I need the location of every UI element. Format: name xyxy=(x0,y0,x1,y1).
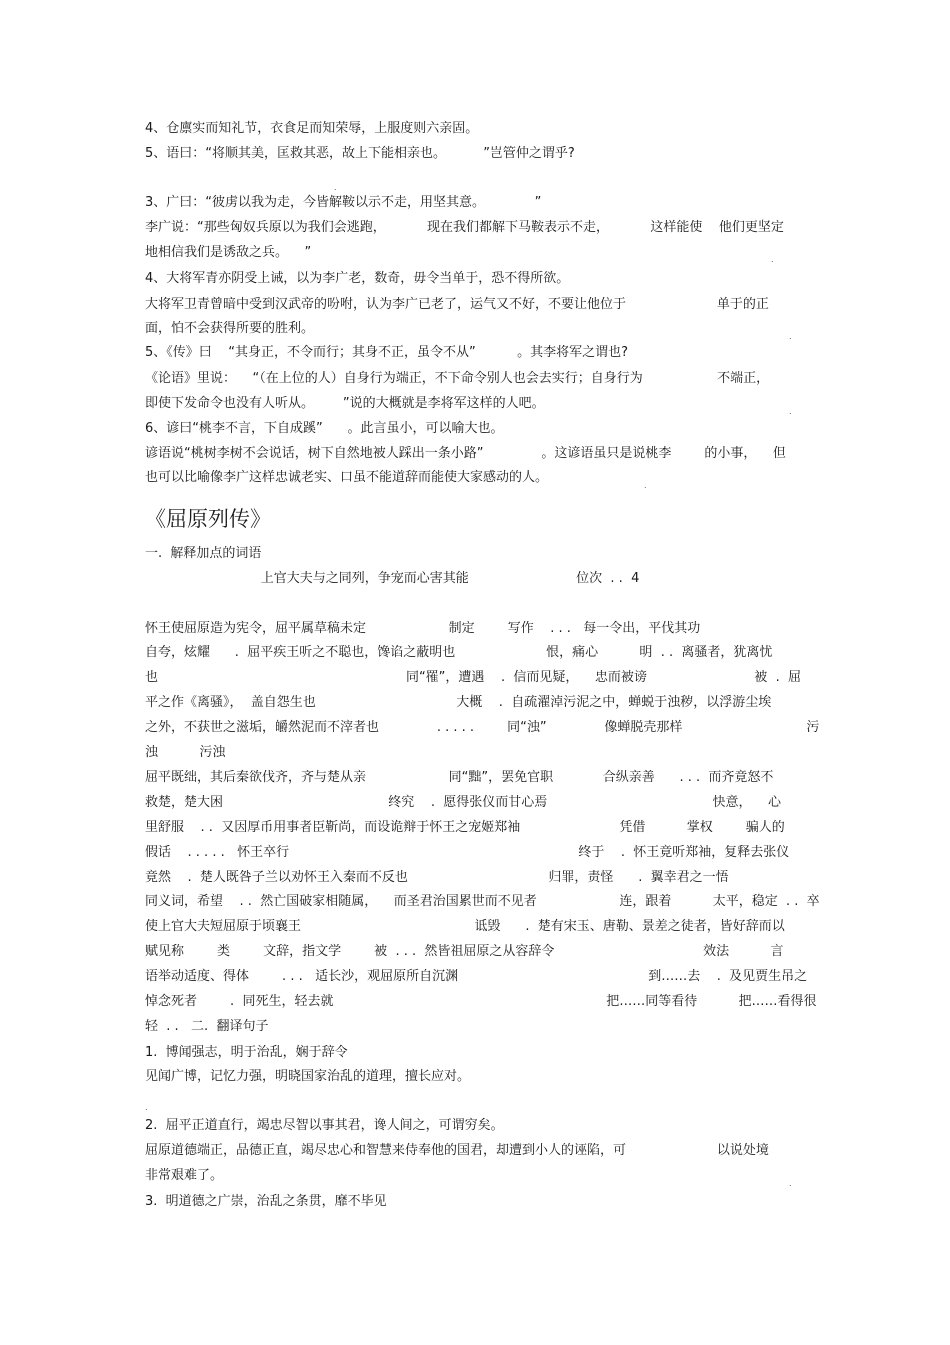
text-line: 使上官大夫短屈原于顷襄王 诋毁 . 楚有宋玉、唐勒、景差之徒者，皆好辞而以 xyxy=(145,919,785,934)
text-line: 之外，不获世之滋垢，皭然泥而不滓者也 . . . . . 同“浊” 像蝉脱壳那样 污 xyxy=(145,720,820,735)
text-line: 3、广曰：“彼虏以我为走，今皆解鞍以示不走，用坚其意。 ” xyxy=(145,195,542,210)
text-line: 也 同“罹”，遭遇 . 信而见疑， 忠而被谤 被 . 屈 xyxy=(145,670,801,685)
text-line: 5、语曰：“将顺其美，匡救其恶，故上下能相亲也。 ”岂管仲之谓乎? xyxy=(145,146,575,161)
text-line: 浊 污浊 xyxy=(145,745,226,760)
text-line: 里舒服 . . 又因厚币用事者臣靳尚，而设诡辩于怀王之宠姬郑袖 凭借 掌权 骗人的 xyxy=(145,820,785,835)
text-line: 见闻广博，记忆力强，明晓国家治乱的道理，擅长应对。 xyxy=(145,1069,471,1084)
text-line: 自夸，炫耀 . 屈平疾王听之不聪也，馋谄之蔽明也 恨，痛心 明 . . 离骚者，犹离忧 xyxy=(145,645,773,660)
text-line: 赋见称 类 文辞，指文学 被 . . . 然皆祖屈原之从容辞令 效法 言 xyxy=(145,944,784,959)
text-line: 《论语》里说： “（在上位的人）自身行为端正，不下命令别人也会去实行；自身行为 不端正， xyxy=(145,371,770,386)
stray-dot: . xyxy=(789,332,792,341)
text-line: 屈平既绌，其后秦欲伐齐，齐与楚从亲 同“黜”，罢免官职 合纵亲善 . . . 而齐竟怒不 xyxy=(145,770,774,785)
text-line: 一. 解释加点的词语 xyxy=(145,546,262,561)
text-line: 假话 . . . . . 怀王卒行 终于 . 怀王竟听郑袖，复释去张仪 xyxy=(145,845,790,860)
section-title: 《屈原列传》 xyxy=(145,507,271,531)
stray-dot: . xyxy=(789,407,792,416)
text-line: 2. 屈平正道直行，竭忠尽智以事其君，谗人间之，可谓穷矣。 xyxy=(145,1118,504,1133)
text-line: 救楚，楚大困 终究 . 愿得张仪而甘心焉 快意， 心 xyxy=(145,795,782,810)
stray-dot: . xyxy=(771,255,774,264)
text-line: 同义词，希望 . . 然亡国破家相随属， 而圣君治国累世而不见者 连，跟着 太平，稳定 . . 卒 xyxy=(145,894,820,909)
text-line: 4、大将军青亦阴受上诫，以为李广老，数奇，毋令当单于，恐不得所欲。 xyxy=(145,271,570,286)
stray-dot: . xyxy=(145,1103,148,1112)
text-line: 1. 博闻强志，明于治乱，娴于辞令 xyxy=(145,1045,348,1060)
text-line: 即使下发命令也没有人听从。 ”说的大概就是李将军这样的人吧。 xyxy=(145,396,545,411)
stray-dot: . xyxy=(789,1179,792,1188)
stray-dot: . xyxy=(644,481,647,490)
text-line: 屈原道德端正，品德正直，竭尽忠心和智慧来侍奉他的国君，却遭到小人的诬陷，可 以说处境 xyxy=(145,1143,769,1158)
text-line: 大将军卫青曾暗中受到汉武帝的吩咐，认为李广已老了，运气又不好，不要让他位于 单于的正 xyxy=(145,297,769,312)
text-line: 5、《传》曰 “其身正，不令而行；其身不正，虽令不从” 。其李将军之谓也? xyxy=(145,345,628,360)
text-line: 语举动适度、得体 . . . 适长沙，观屈原所自沉渊 到……去 . 及见贾生吊之 xyxy=(145,969,808,984)
text-line: 4、仓廪实而知礼节，衣食足而知荣辱，上服度则六亲固。 xyxy=(145,121,479,136)
text-line: 面，怕不会获得所要的胜利。 xyxy=(145,321,315,336)
text-line: 平之作《离骚》， 盖自怨生也 大概 . 自疏濯淖污泥之中，蝉蜕于浊秽，以浮游尘埃 xyxy=(145,695,772,710)
text-line: 上官大夫与之同列，争宠而心害其能 位次 . . 4 xyxy=(145,571,640,586)
text-line: 6、谚曰“桃李不言，下自成蹊” 。此言虽小，可以喻大也。 xyxy=(145,421,504,436)
text-line: 怀王使屈原造为宪令，屈平属草稿未定 制定 写作 . . . 每一令出，平伐其功 xyxy=(145,621,701,636)
text-line: 3. 明道德之广崇，治乱之条贯，靡不毕见 xyxy=(145,1194,387,1209)
text-line: 李广说：“那些匈奴兵原以为我们会逃跑， 现在我们都解下马鞍表示不走， 这样能使 他们更坚定 xyxy=(145,220,784,235)
text-line: 谚语说“桃树李树不会说话，树下自然地被人踩出一条小路” 。这谚语虽只是说桃李 的小事， 但 xyxy=(145,446,786,461)
text-line: 地相信我们是诱敌之兵。 ” xyxy=(145,245,312,260)
stray-dot: . xyxy=(334,183,337,192)
text-line: 轻 . . 二. 翻译句子 xyxy=(145,1019,269,1034)
text-line: 非常艰难了。 xyxy=(145,1168,224,1183)
text-line: 悼念死者 . 同死生，轻去就 把……同等看待 把……看得很 xyxy=(145,994,817,1009)
text-line: 竟然 . 楚人既咎子兰以劝怀王入秦而不反也 归罪，责怪 . 翼幸君之一悟 xyxy=(145,870,729,885)
text-line: 也可以比喻像李广这样忠诚老实、口虽不能道辞而能使大家感动的人。 xyxy=(145,470,549,485)
